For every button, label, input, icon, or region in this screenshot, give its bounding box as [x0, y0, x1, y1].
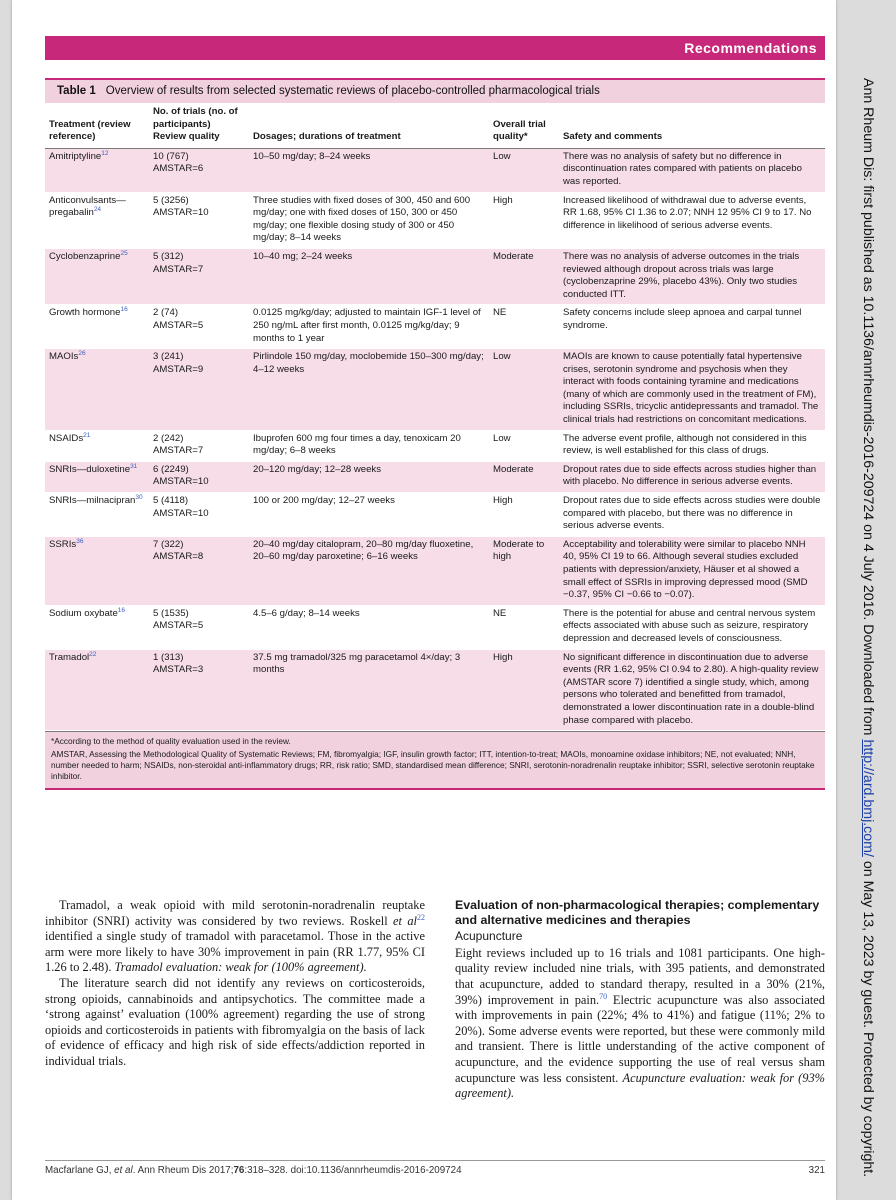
trials-cell: 2 (74) AMSTAR=5	[149, 305, 249, 349]
trials-cell: 5 (4118) AMSTAR=10	[149, 493, 249, 537]
reference-link[interactable]: 30	[135, 493, 143, 501]
trials-cell: 2 (242) AMSTAR=7	[149, 430, 249, 461]
quality-cell: Low	[489, 430, 559, 461]
safety-cell: There was no analysis of adverse outcomes in the trials reviewed although dropout across trials was large (cyclobenzaprine 29%, placebo 43%). Only two studies conducted ITT.	[559, 248, 825, 304]
safety-cell: Dropout rates due to side effects across studies were double compared with placebo, but there was no difference in serious adverse events.	[559, 493, 825, 537]
subsection-heading: Acupuncture	[455, 928, 523, 943]
trials-cell: 5 (1535) AMSTAR=5	[149, 605, 249, 649]
citation: Macfarlane GJ, et al. Ann Rheum Dis 2017;76:318–328. doi:10.1136/annrheumdis-2016-209724	[45, 1165, 462, 1176]
treatment-cell: SNRIs—duloxetine$^{31}$	[45, 461, 149, 492]
trials-cell: 6 (2249) AMSTAR=10	[149, 461, 249, 492]
dosage-cell: Ibuprofen 600 mg four times a day, tenoxicam 20 mg/day; 6–8 weeks	[249, 430, 489, 461]
treatment-cell: MAOIs$^{26}$	[45, 349, 149, 431]
reference-link[interactable]: 22	[417, 912, 425, 922]
footnote-abbreviations: AMSTAR, Assessing the Methodological Quality of Systematic Reviews; FM, fibromyalgia; IGF, insulin growth factor; ITT, intention-to-treat; MAOIs, monoamine oxidase inhibitors; NE, not evaluated; NNH, number needed to harm; NSAIDs, non-steroidal anti-inflammatory drugs; RR, risk ratio; SMD, standardised mean difference; SNRI, serotonin-noradrenalin reuptake inhibitor; SSRI, selective serotonin reuptake inhibitor.	[51, 749, 815, 782]
table-row	[45, 461, 825, 492]
treatment-cell: Growth hormone$^{16}$	[45, 305, 149, 349]
safety-cell: MAOIs are known to cause potentially fatal hypertensive crises, serotonin syndrome and psychosis when they interact with foods containing tyramine and medications (many of which are commonly used in the treatment of FM), including SSRIs, tricyclic antidepressants and tramadol. The clinical trials had restrictions on concomitant medications.	[559, 349, 825, 431]
section-banner: Recommendations	[45, 36, 825, 60]
safety-cell: Acceptability and tolerability were similar to placebo NNH 40, 95% CI 19 to 66. Although several studies excluded patients with depression/anxiety, Häuser et al showed a small effect of SSRIs in improving depressed mood (SMD −0.37, 95% CI −0.66 to −0.07).	[559, 536, 825, 605]
results-table	[45, 78, 825, 790]
safety-cell: There was no analysis of safety but no difference in discontinuation rates compared with patients on placebo was reported.	[559, 148, 825, 192]
quality-cell: High	[489, 192, 559, 248]
table-body	[45, 103, 825, 731]
table-row	[45, 148, 825, 192]
trials-cell: 5 (312) AMSTAR=7	[149, 248, 249, 304]
table-caption	[45, 78, 825, 103]
tramadol-paragraph: Tramadol, a weak opioid with mild serotonin-noradrenalin reuptake inhibitor (SNRI) activity was considered by two reviews. Roskell et al$^{22}$ identified a single study of tramadol with paracetamol. Those in the active arm were more likely to have 30% improvement in pain (RR 1.77, 95% CI 1.26 to 2.48). Tramadol evaluation: weak for (100% agreement).	[45, 898, 425, 975]
dosage-cell: 20–40 mg/day citalopram, 20–80 mg/day fluoxetine, 20–60 mg/day paroxetine; 6–16 weeks	[249, 536, 489, 605]
quality-cell: High	[489, 493, 559, 537]
dosage-cell: 100 or 200 mg/day; 12–27 weeks	[249, 493, 489, 537]
quality-cell: Moderate	[489, 461, 559, 492]
dosage-cell: 0.0125 mg/kg/day; adjusted to maintain IGF-1 level of 250 ng/mL after first month, 0.0125 mg/kg/day; 9 months to 1 year	[249, 305, 489, 349]
treatment-cell: Sodium oxybate$^{16}$	[45, 605, 149, 649]
table-row	[45, 349, 825, 431]
reference-link[interactable]: 25	[120, 249, 128, 257]
table-row	[45, 493, 825, 537]
treatment-cell: NSAIDs$^{21}$	[45, 430, 149, 461]
table-row	[45, 248, 825, 304]
header-trials: No. of trials (no. of participants) Review quality	[149, 103, 249, 148]
treatment-cell: Amitriptyline$^{12}$	[45, 148, 149, 192]
safety-cell: Safety concerns include sleep apnoea and carpal tunnel syndrome.	[559, 305, 825, 349]
treatment-cell: Tramadol$^{22}$	[45, 649, 149, 731]
trials-cell: 1 (313) AMSTAR=3	[149, 649, 249, 731]
trials-cell: 10 (767) AMSTAR=6	[149, 148, 249, 192]
table-title: Overview of results from selected systematic reviews of placebo-controlled pharmacological trials	[105, 85, 600, 97]
table-row	[45, 536, 825, 605]
reference-link[interactable]: 21	[83, 431, 91, 439]
header-quality: Overall trial quality*	[489, 103, 559, 148]
reference-link[interactable]: 26	[78, 349, 86, 357]
reference-link[interactable]: 36	[76, 537, 84, 545]
table-row	[45, 605, 825, 649]
quality-cell: NE	[489, 605, 559, 649]
treatment-cell: Anticonvulsants—pregabalin$^{24}$	[45, 192, 149, 248]
safety-cell: There is the potential for abuse and central nervous system effects associated with abuse such as seizure, respiratory depression and decreased levels of consciousness.	[559, 605, 825, 649]
table-row	[45, 305, 825, 349]
dosage-cell: Pirlindole 150 mg/day, moclobemide 150–300 mg/day; 4–12 weeks	[249, 349, 489, 431]
trials-cell: 7 (322) AMSTAR=8	[149, 536, 249, 605]
header-dosages: Dosages; durations of treatment	[249, 103, 489, 148]
opioids-paragraph: The literature search did not identify any reviews on corticosteroids, strong opioids, cannabinoids and antipsychotics. The committee made a ‘strong against’ evaluation (100% agreement) regarding the use of strong opioids and corticosteroids in patients with fibromyalgia on the basis of lack of evidence of efficacy and high risk of side effects/addiction reported in individual trials.	[45, 975, 425, 1068]
table-row	[45, 192, 825, 248]
dosage-cell: 20–120 mg/day; 12–28 weeks	[249, 461, 489, 492]
dosage-cell: 10–40 mg; 2–24 weeks	[249, 248, 489, 304]
dosage-cell: 37.5 mg tramadol/325 mg paracetamol 4×/day; 3 months	[249, 649, 489, 731]
section-heading: Evaluation of non-pharmacological therapies; complementary and alternative medicines and therapies	[455, 898, 820, 928]
reference-link[interactable]: 24	[93, 205, 102, 213]
dosage-cell: 10–50 mg/day; 8–24 weeks	[249, 148, 489, 192]
table-rows	[45, 148, 825, 730]
table-footnotes	[45, 731, 825, 790]
trials-cell: 5 (3256) AMSTAR=10	[149, 192, 249, 248]
acupuncture-paragraph: Eight reviews included up to 16 trials and 1081 participants. One high-quality review included nine trials, with 395 patients, and demonstrated that acupuncture, added to standard therapy, resulted in a 30% (21%, 39%) improvement in pain.$^{70}$ Electric acupuncture was also associated with improvements in pain (22%; 4% to 41%) and fatigue (11%; 2% to 20%). Some adverse events were reported, but these were commonly mild and transient. There is little understanding of the active component of acupuncture, and the evidence supporting the use of real versus sham acupuncture was less consistent. Acupuncture evaluation: weak for (93% agreement).	[455, 945, 825, 1101]
reference-link[interactable]: 16	[117, 606, 126, 614]
reference-link[interactable]: 22	[89, 650, 97, 658]
treatment-cell: SSRIs$^{36}$	[45, 536, 149, 605]
dosage-cell: Three studies with fixed doses of 300, 450 and 600 mg/day; one with fixed doses of 150, 300 or 450 mg/day; one flexible dosing study of 300 or 450 mg/day; 8–14 weeks	[249, 192, 489, 248]
quality-cell: High	[489, 649, 559, 731]
page-number: 321	[808, 1165, 825, 1176]
site-link[interactable]: http://ard.bmj.com/	[860, 739, 876, 857]
reference-link[interactable]: 31	[130, 462, 138, 470]
reference-link[interactable]: 70	[599, 991, 608, 1001]
quality-cell: Moderate to high	[489, 536, 559, 605]
safety-cell: Increased likelihood of withdrawal due to adverse events, RR 1.68, 95% CI 1.36 to 2.07; NNH 12 95% CI 9 to 17. No difference in likelihood of serious adverse events.	[559, 192, 825, 248]
quality-cell: NE	[489, 305, 559, 349]
header-safety: Safety and comments	[559, 103, 825, 148]
table-row	[45, 649, 825, 731]
reference-link[interactable]: 12	[101, 149, 109, 157]
treatment-cell: SNRIs—milnacipran$^{30}$	[45, 493, 149, 537]
safety-cell: The adverse event profile, although not considered in this review, is well established for this class of drugs.	[559, 430, 825, 461]
page-footer	[45, 1165, 825, 1179]
table-row	[45, 430, 825, 461]
right-column	[455, 898, 825, 1102]
safety-cell: No significant difference in discontinuation due to adverse events (RR 1.62, 95% CI 0.94 to 2.80). A high-quality review (AMSTAR score 7) identified a single study, which, among persons who tolerated and benefitted from tramadol, demonstrated a lower discontinuation rate in a double-blind phase compared with placebo.	[559, 649, 825, 731]
trials-cell: 3 (241) AMSTAR=9	[149, 349, 249, 431]
table-label: Table 1	[57, 85, 96, 97]
side-watermark	[838, 78, 896, 1178]
quality-cell: Low	[489, 349, 559, 431]
footnote-quality: *According to the method of quality evaluation used in the review.	[51, 736, 291, 747]
dosage-cell: 4.5–6 g/day; 8–14 weeks	[249, 605, 489, 649]
footer-divider	[45, 1160, 825, 1161]
side-note: Ann Rheum Dis: first published as 10.1136/annrheumdis-2016-209724 on 4 July 2016. Downloaded from http://ard.bmj.com/ on May 13, 2023 by guest. Protected by copyright.	[860, 78, 876, 1178]
header-treatment: Treatment (review reference)	[45, 103, 149, 148]
quality-cell: Low	[489, 148, 559, 192]
table-header-row	[45, 103, 825, 148]
quality-cell: Moderate	[489, 248, 559, 304]
safety-cell: Dropout rates due to side effects across studies higher than with placebo. No difference in serious adverse events.	[559, 461, 825, 492]
left-column	[45, 898, 425, 1070]
treatment-cell: Cyclobenzaprine$^{25}$	[45, 248, 149, 304]
reference-link[interactable]: 16	[120, 306, 128, 314]
